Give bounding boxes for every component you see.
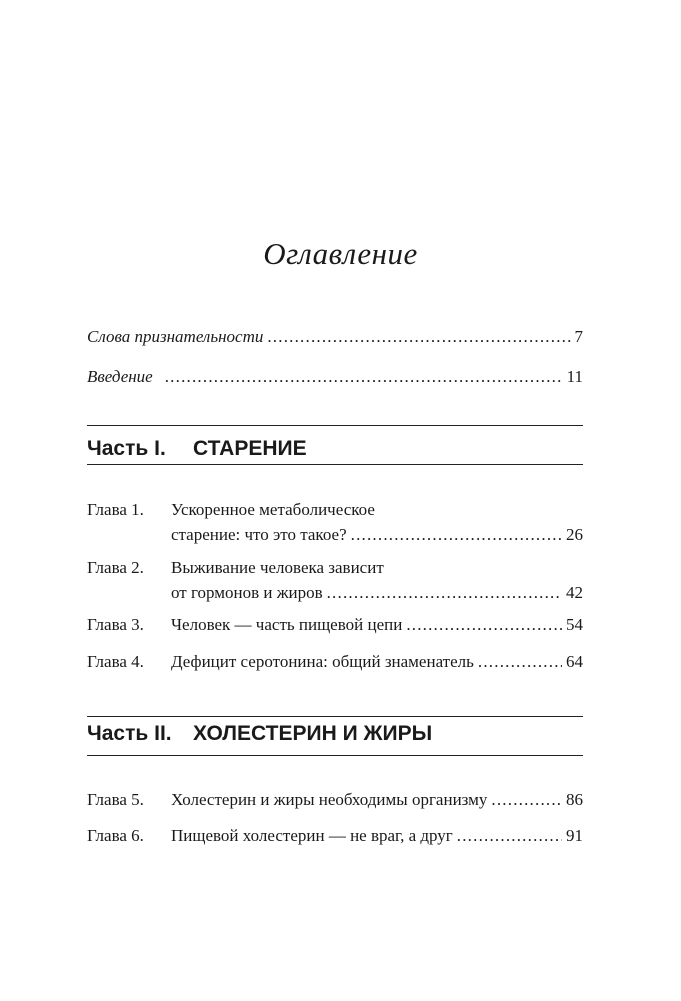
toc-chapter-1[interactable] [87,497,583,547]
dot-leader [165,364,563,389]
toc-chapter-4[interactable] [87,649,583,674]
part-divider-top [87,716,583,717]
chapter-number: Глава 1. [87,500,144,519]
page-title: Оглавление [263,236,418,271]
chapter-number: Глава 3. [87,615,144,634]
toc-chapter-5[interactable] [87,787,583,812]
chapter-title-line: от гормонов и жиров [171,583,323,602]
page-number: 54 [566,615,583,634]
page-number: 11 [566,367,583,386]
part-divider-top [87,425,583,426]
dot-leader [406,612,562,637]
chapter-title-line: Дефицит серотонина: общий знаменатель [171,652,474,671]
part-divider-bottom [87,755,583,756]
chapter-number: Глава 6. [87,826,144,845]
dot-leader [491,787,562,812]
toc-chapter-3[interactable] [87,612,583,637]
dot-leader [327,580,562,605]
dot-leader [351,522,562,547]
part-divider-bottom [87,464,583,465]
page-number: 91 [566,826,583,845]
page-number: 64 [566,652,583,671]
chapter-title-line: старение: что это такое? [171,525,347,544]
page-number: 7 [574,327,583,346]
chapter-title-line: Человек — часть пищевой цепи [171,615,403,634]
entry-label: Введение [87,367,153,386]
chapter-number: Глава 5. [87,790,144,809]
part-title: ХОЛЕСТЕРИН И ЖИРЫ [193,722,433,745]
page-number: 86 [566,790,583,809]
chapter-title-line: Ускоренное метаболическое [171,500,375,519]
toc-chapter-2[interactable] [87,555,583,605]
entry-label: Слова признательности [87,327,264,346]
chapter-title-line: Пищевой холестерин — не враг, а друг [171,826,453,845]
page-number: 42 [566,583,583,602]
toc-chapter-6[interactable] [87,823,583,848]
part-label: Часть I. [87,437,166,460]
dot-leader [478,649,562,674]
chapter-number: Глава 4. [87,652,144,671]
chapter-title-line: Выживание человека зависит [171,558,384,577]
dot-leader [267,324,570,349]
chapter-number: Глава 2. [87,558,144,577]
page-number: 26 [566,525,583,544]
dot-leader [457,823,562,848]
part-label: Часть II. [87,722,172,745]
toc-entry-introduction[interactable] [87,364,583,389]
chapter-title-line: Холестерин и жиры необходимы организму [171,790,488,809]
toc-entry-acknowledgements[interactable] [87,324,583,349]
part-title: СТАРЕНИЕ [193,437,307,460]
